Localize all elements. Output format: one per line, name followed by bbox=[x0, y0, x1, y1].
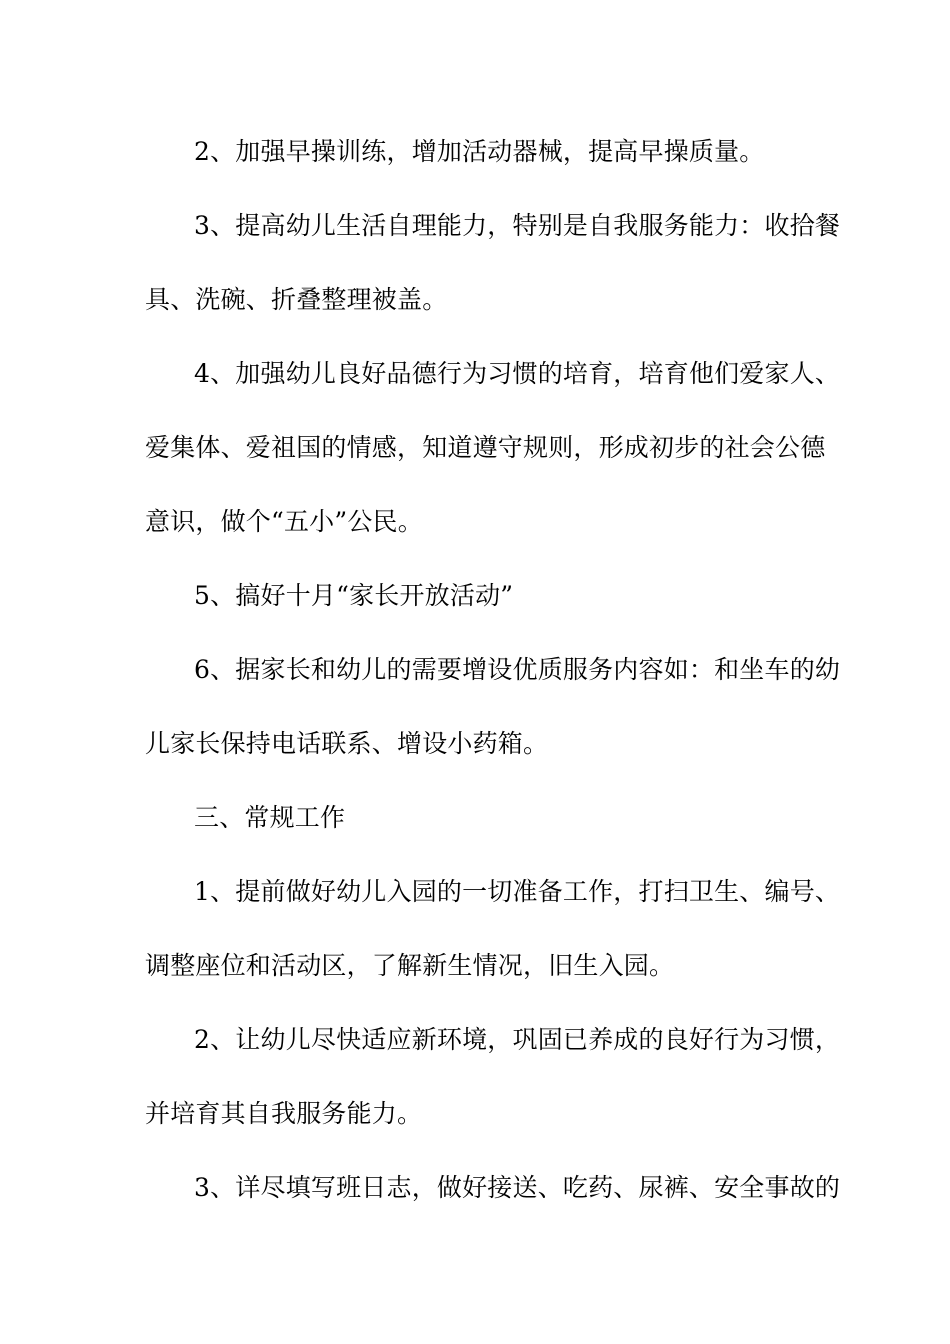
paragraph-line: 爱集体、爱祖国的情感，知道遵守规则，形成初步的社会公德 bbox=[145, 433, 826, 462]
paragraph-line: 2、加强早操训练，增加活动器械，提高早操质量。 bbox=[194, 137, 765, 166]
paragraph-line: 意识，做个“五小”公民。 bbox=[145, 507, 423, 536]
paragraph-line: 1、提前做好幼儿入园的一切准备工作，打扫卫生、编号、 bbox=[194, 877, 841, 906]
paragraph-line: 儿家长保持电话联系、增设小药箱。 bbox=[145, 729, 549, 758]
paragraph-line: 4、加强幼儿良好品德行为习惯的培育，培育他们爱家人、 bbox=[194, 359, 841, 388]
paragraph-line: 并培育其自我服务能力。 bbox=[145, 1099, 423, 1128]
paragraph-line: 具、洗碗、折叠整理被盖。 bbox=[145, 285, 448, 314]
paragraph-line: 3、详尽填写班日志，做好接送、吃药、尿裤、安全事故的 bbox=[194, 1173, 841, 1202]
paragraph-line: 2、让幼儿尽快适应新环境，巩固已养成的良好行为习惯， bbox=[194, 1025, 841, 1054]
paragraph-line: 3、提高幼儿生活自理能力，特别是自我服务能力：收拾餐 bbox=[194, 211, 841, 240]
paragraph-line: 调整座位和活动区，了解新生情况，旧生入园。 bbox=[145, 951, 675, 980]
paragraph-line: 5、搞好十月“家长开放活动” bbox=[194, 581, 514, 610]
section-heading: 三、常规工作 bbox=[194, 803, 346, 832]
paragraph-line: 6、据家长和幼儿的需要增设优质服务内容如：和坐车的幼 bbox=[194, 655, 841, 684]
